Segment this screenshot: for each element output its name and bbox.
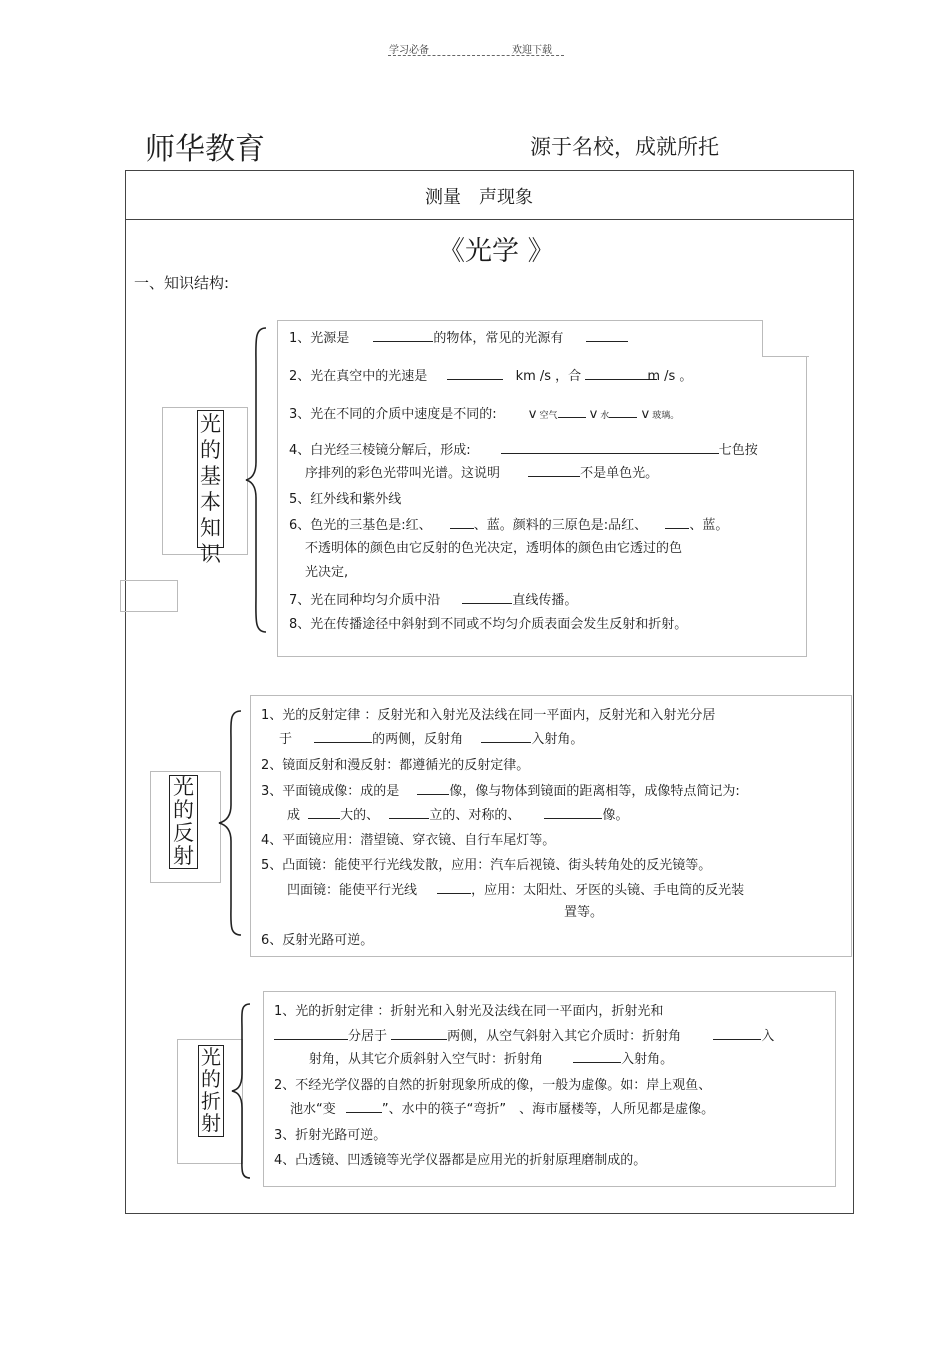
basic-item-5: 5、红外线和紫外线 — [289, 492, 402, 507]
refraction-item-1-cont2 — [309, 1050, 673, 1069]
label-char: 光 — [173, 775, 194, 799]
side-empty-box — [120, 580, 178, 612]
item-text: 成 — [287, 808, 301, 823]
item-text: 玻璃。 — [652, 411, 680, 421]
item-text: 序排列的彩色光带叫光谱。这说明 — [305, 466, 501, 481]
item-text: 射角，从其它介质斜射入空气时：折射角 — [309, 1052, 544, 1067]
basic-item-6-cont2: 光决定, — [305, 565, 349, 580]
item-text: 水 — [600, 411, 610, 421]
basic-item-6 — [289, 516, 728, 535]
refraction-item-4: 4、凸透镜、凹透镜等光学仪器都是应用光的折射原理磨制成的。 — [274, 1153, 647, 1168]
title-row-divider — [125, 219, 854, 220]
answer-blank[interactable] — [391, 1027, 447, 1040]
answer-blank[interactable] — [447, 367, 503, 380]
table-title: 测量 声现象 — [425, 187, 533, 208]
item-text: 的两侧，反射角 — [372, 732, 464, 747]
brace-reflection — [217, 709, 243, 937]
reflection-label — [169, 775, 198, 869]
header-right-text: 欢迎下载 — [512, 45, 552, 56]
answer-blank[interactable] — [609, 405, 637, 418]
item-text: 6、色光的三基色是:红、 — [289, 518, 432, 533]
refraction-item-3: 3、折射光路可逆。 — [274, 1128, 387, 1143]
item-text: 1、光源是 — [289, 331, 350, 346]
answer-blank[interactable] — [586, 329, 628, 342]
item-text: 入射角。 — [531, 732, 584, 747]
basic-item-8: 8、光在传播途径中斜射到不同或不均匀介质表面会发生反射和折射。 — [289, 617, 688, 632]
basic-item-4-cont — [305, 464, 658, 483]
item-text: 不是单色光。 — [580, 466, 659, 481]
answer-blank[interactable] — [274, 1027, 348, 1040]
section-heading: 一、知识结构: — [134, 274, 230, 292]
item-text: 空气 — [539, 411, 558, 421]
reflection-item-2: 2、镜面反射和漫反射：都遵循光的反射定律。 — [261, 758, 530, 773]
item-text: 、蓝。颜料的三原色是:品红、 — [473, 518, 648, 533]
content-box-notch — [762, 320, 809, 357]
basic-item-6-cont: 不透明体的颜色由它反射的色光决定，透明体的颜色由它透过的色 — [305, 541, 683, 556]
item-text: 2、光在真空中的光速是 — [289, 369, 428, 384]
answer-blank[interactable] — [450, 516, 474, 529]
answer-blank[interactable] — [417, 782, 449, 795]
answer-blank[interactable] — [373, 329, 433, 342]
answer-blank[interactable] — [389, 806, 429, 819]
item-text: 4、白光经三棱镜分解后，形成: — [289, 443, 471, 458]
reflection-item-4: 4、平面镜应用：潜望镜、穿衣镜、自行车尾灯等。 — [261, 833, 556, 848]
basic-item-4 — [289, 441, 758, 460]
item-text: 大的、 — [340, 808, 380, 823]
item-text: 入射角。 — [621, 1052, 674, 1067]
header-divider — [388, 55, 564, 56]
item-text: v — [589, 407, 598, 422]
refraction-label — [198, 1045, 224, 1137]
refraction-item-1: 1、光的折射定律 ：折射光和入射光及法线在同一平面内，折射光和 — [274, 1004, 664, 1019]
item-text: 的物体，常见的光源有 — [433, 331, 564, 346]
item-text: 立的、对称的、 — [429, 808, 521, 823]
answer-blank[interactable] — [437, 881, 471, 894]
item-text: m /s 。 — [647, 369, 693, 384]
answer-blank[interactable] — [481, 730, 531, 743]
label-char: 知 — [200, 516, 221, 540]
reflection-item-3 — [261, 782, 740, 801]
item-text: 入 — [761, 1029, 775, 1044]
label-char: 光 — [200, 412, 221, 436]
reflection-item-5: 5、凸面镜：能使平行光线发散，应用：汽车后视镜、街头转角处的反光镜等。 — [261, 858, 712, 873]
basic-item-2 — [289, 367, 692, 386]
item-text: 直线传播。 — [512, 593, 578, 608]
answer-blank[interactable] — [558, 405, 586, 418]
answer-blank[interactable] — [308, 806, 340, 819]
answer-blank[interactable] — [665, 516, 689, 529]
answer-blank[interactable] — [462, 591, 512, 604]
basic-item-3 — [289, 405, 679, 425]
label-char: 本 — [200, 490, 221, 514]
reflection-item-5-cont — [287, 881, 744, 900]
answer-blank[interactable] — [346, 1100, 382, 1113]
basic-item-7 — [289, 591, 577, 610]
brand-slogan: 源于名校，成就所托 — [530, 135, 719, 159]
answer-blank[interactable] — [573, 1050, 621, 1063]
item-text: 7、光在同种均匀介质中沿 — [289, 593, 441, 608]
brace-refraction — [230, 1002, 252, 1180]
answer-blank[interactable] — [314, 730, 372, 743]
item-text: 、蓝。 — [689, 518, 729, 533]
answer-blank[interactable] — [528, 464, 580, 477]
basic-knowledge-label — [197, 410, 224, 566]
item-text: 凹面镜：能使平行光线 — [287, 883, 418, 898]
label-char: 识 — [200, 542, 221, 566]
reflection-item-1: 1、光的反射定律 ：反射光和入射光及法线在同一平面内，反射光和入射光分居 — [261, 708, 716, 723]
item-text: 七色按 — [718, 443, 758, 458]
label-char: 反 — [173, 821, 194, 845]
refraction-item-2: 2、不经光学仪器的自然的折射现象所成的像，一般为虚像。如：岸上观鱼、 — [274, 1078, 712, 1093]
basic-item-1 — [289, 329, 628, 348]
answer-blank[interactable] — [544, 806, 602, 819]
item-text: 3、光在不同的介质中速度是不同的: — [289, 407, 497, 422]
reflection-item-1-cont — [279, 730, 583, 749]
subject-title: 《光学 》 — [438, 236, 555, 267]
item-text: v — [528, 407, 537, 422]
label-char: 的 — [200, 438, 221, 462]
refraction-item-2-cont — [290, 1100, 714, 1119]
label-char: 基 — [200, 464, 221, 488]
brand-name: 师华教育 — [145, 132, 265, 167]
brace-basic — [244, 326, 268, 634]
label-char: 的 — [173, 798, 194, 822]
item-text: v — [641, 407, 650, 422]
item-text: 像，像与物体到镜面的距离相等，成像特点简记为: — [449, 784, 740, 799]
answer-blank[interactable] — [713, 1027, 761, 1040]
item-text: ”、水中的筷子“弯折” 、海市蜃楼等，人所见都是虚像。 — [381, 1102, 715, 1117]
refraction-item-1-cont — [274, 1027, 774, 1046]
item-text: 池水“变 — [290, 1102, 336, 1117]
reflection-item-3-cont — [287, 806, 628, 825]
item-text: 3、平面镜成像：成的是 — [261, 784, 400, 799]
label-char: 光 — [201, 1045, 221, 1069]
header-left-text: 学习必备 — [389, 45, 429, 56]
label-char: 的 — [201, 1067, 221, 1091]
answer-blank[interactable] — [501, 441, 719, 454]
reflection-item-6: 6、反射光路可逆。 — [261, 933, 374, 948]
label-char: 折 — [201, 1089, 221, 1113]
item-text: 于 — [279, 732, 293, 747]
item-text: km /s ，合 — [515, 369, 582, 384]
item-text: 分居于 — [348, 1029, 388, 1044]
item-text: 像。 — [602, 808, 629, 823]
item-text: 两侧，从空气斜射入其它介质时：折射角 — [447, 1029, 682, 1044]
reflection-item-5-cont2: 置等。 — [564, 905, 604, 920]
label-char: 射 — [201, 1111, 221, 1135]
label-char: 射 — [173, 844, 194, 868]
item-text: ，应用：太阳灶、牙医的头镜、手电筒的反光装 — [471, 883, 745, 898]
